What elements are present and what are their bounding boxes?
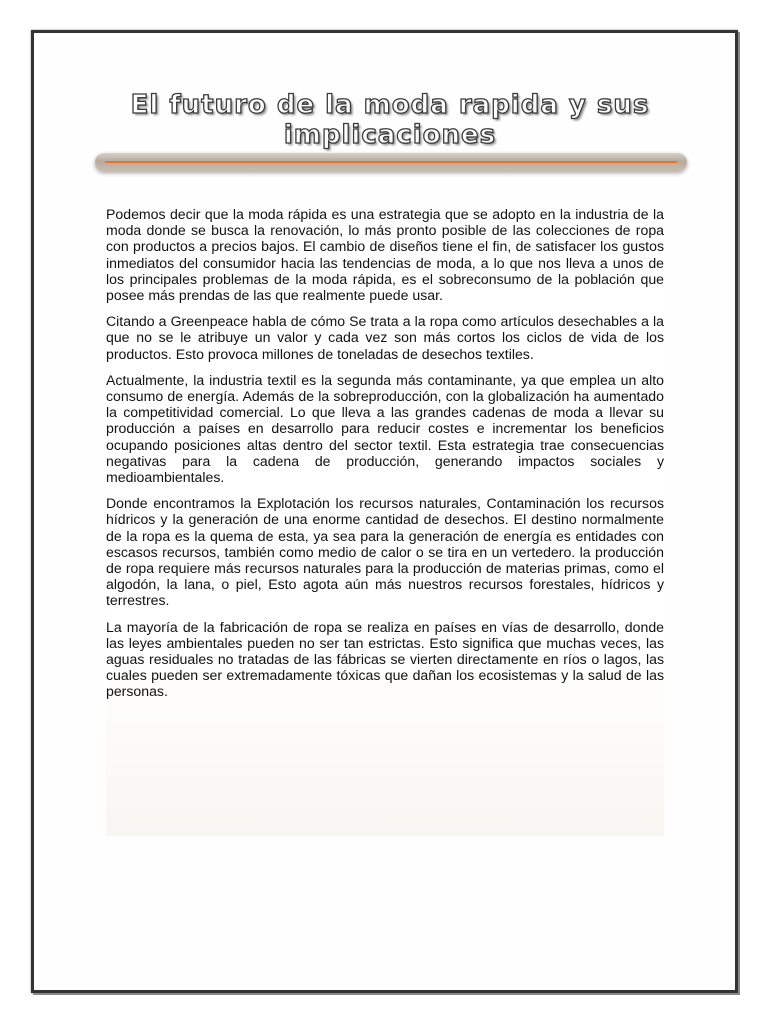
- paragraph-5: La mayoría de la fabricación de ropa se realiza en países en vías de desarrollo, donde las leyes ambientales pueden no ser tan estrictas. Esto significa que muchas veces, las aguas residuales no tratadas de las fábricas se vierten directamente en ríos o lagos, las cuales pueden ser extremadamente tóxicas que dañan los ecosistemas y la salud de las personas.: [106, 618, 664, 700]
- document-body: [106, 206, 664, 836]
- paragraph-3: Actualmente, la industria textil es la segunda más contaminante, ya que emplea un alto consumo de energía. Además de la sobreproducción, con la globalización ha aumentado la competitividad comercial. Lo que lleva a las grandes cadenas de moda a llevar su producción a países en desarrollo para reducir costes e incrementar los beneficios ocupando posiciones altas dentro del sector textil. Esta estrategia trae consecuencias negativas para la cadena de producción, generando impactos sociales y medioambientales.: [106, 371, 664, 486]
- document-title: El futuro de la moda rapida y sus implicaciones: [130, 90, 650, 150]
- paragraph-4: Donde encontramos la Explotación los recursos naturales, Contaminación los recursos hídricos y la generación de una enorme cantidad de desechos. El destino normalmente de la ropa es la quema de esta, ya sea para la generación de energía es entidades con escasos recursos, también como medio de calor o se tira en un vertedero. la producción de ropa requiere más recursos naturales para la producción de materias primas, como el algodón, la lana, o piel, Esto agota aún más nuestros recursos forestales, hídricos y terrestres.: [106, 495, 664, 609]
- paragraph-1: Podemos decir que la moda rápida es una estrategia que se adopto en la industria de la moda donde se busca la renovación, lo más pronto posible de las colecciones de ropa con productos a precios bajos. El cambio de diseños tiene el fin, de satisfacer los gustos inmediatos del consumidor hacia las tendencias de moda, a lo que nos lleva a unos de los principales problemas de la moda rápida, es el sobreconsumo de la población que posee más prendas de las que realmente puede usar.: [106, 206, 664, 304]
- paragraph-2: Citando a Greenpeace habla de cómo Se trata a la ropa como artículos desechables a la que no se le atribuye un valor y cada vez son más cortos los ciclos de vida de los productos. Esto provoca millones de toneladas de desechos textiles.: [106, 313, 664, 362]
- title-accent-line: [105, 161, 677, 163]
- title-underline-bar: [95, 153, 687, 171]
